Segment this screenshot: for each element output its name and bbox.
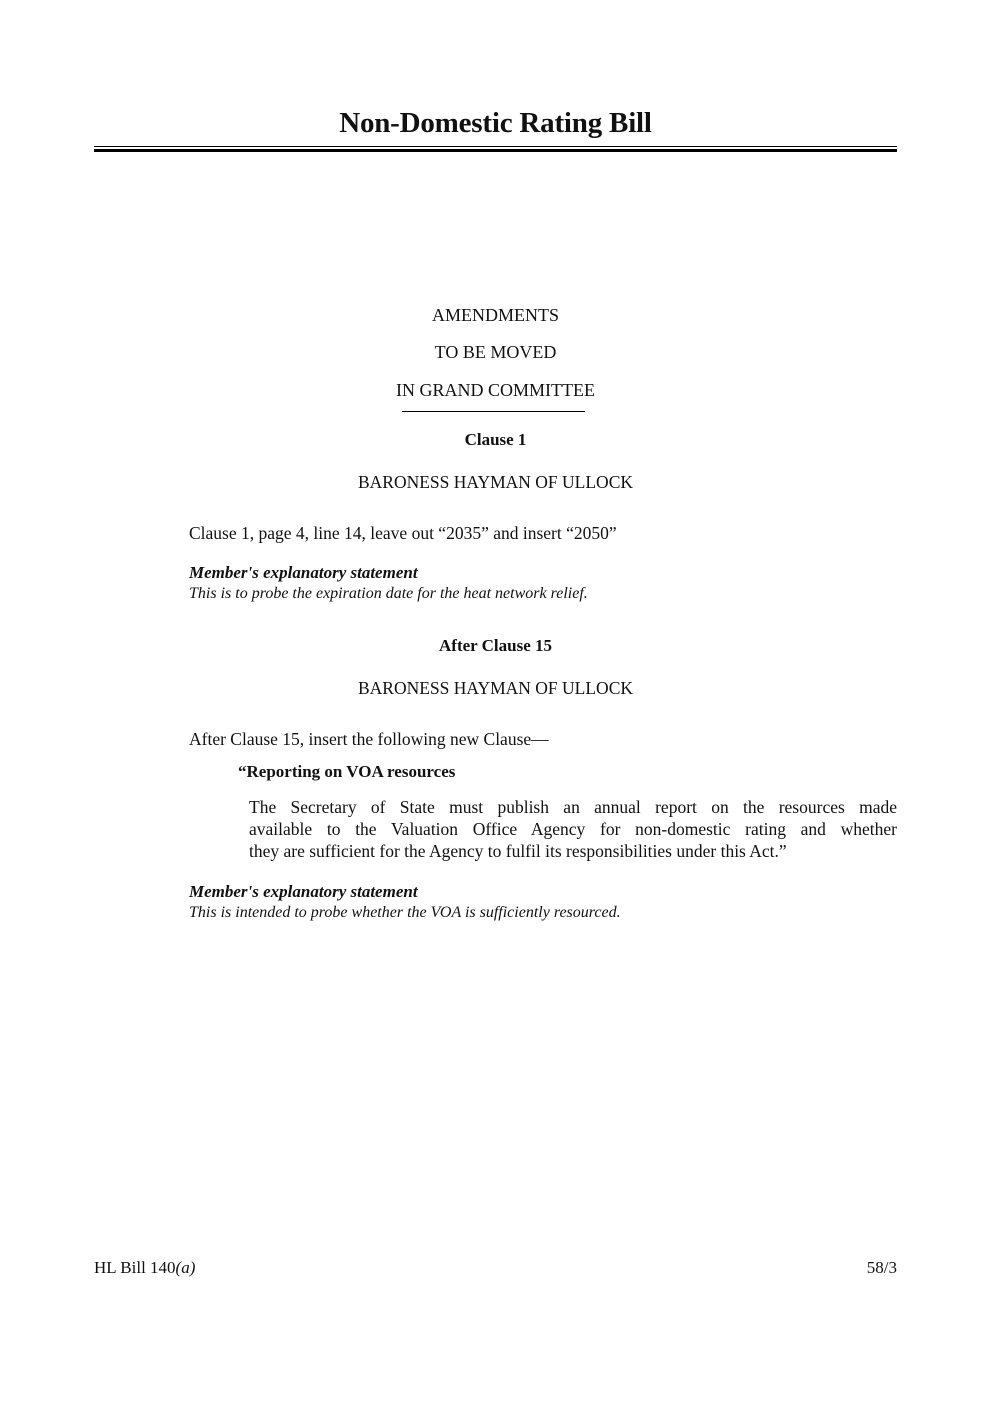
bill-suffix: (a)	[175, 1258, 196, 1277]
new-clause-line: available to the Valuation Office Agency for non-domestic rating and whether	[249, 819, 897, 839]
explanatory-statement-text: This is intended to probe whether the VOA is sufficiently resourced.	[189, 904, 621, 921]
document-title: Non-Domestic Rating Bill	[339, 107, 652, 139]
footer-bill-reference	[94, 1258, 195, 1278]
title-rule-thick	[94, 149, 897, 152]
title-rule-thin	[94, 146, 897, 147]
new-clause-line: they are sufficient for the Agency to fulfil its responsibilities under this Act.”	[249, 841, 787, 861]
heading-rule	[402, 411, 585, 412]
clause-heading: After Clause 15	[439, 636, 552, 655]
footer-page-reference: 58/3	[866, 1258, 897, 1277]
heading-line-amendments: AMENDMENTS	[431, 305, 559, 325]
explanatory-statement-label: Member's explanatory statement	[189, 882, 418, 901]
member-name: BARONESS HAYMAN OF ULLOCK	[357, 678, 634, 698]
explanatory-statement-text: This is to probe the expiration date for the heat network relief.	[189, 585, 588, 602]
amendment-text: After Clause 15, insert the following new Clause—	[189, 729, 549, 749]
heading-line-grand-committee: IN GRAND COMMITTEE	[396, 380, 595, 400]
bill-ref: HL Bill 140	[94, 1258, 176, 1277]
clause-heading: Clause 1	[464, 430, 527, 449]
new-clause-line: The Secretary of State must publish an annual report on the resources made	[249, 797, 897, 817]
amendment-text: Clause 1, page 4, line 14, leave out “2035” and insert “2050”	[189, 523, 617, 543]
member-name: BARONESS HAYMAN OF ULLOCK	[357, 472, 634, 492]
explanatory-statement-label: Member's explanatory statement	[189, 563, 418, 582]
new-clause-title: “Reporting on VOA resources	[238, 762, 456, 781]
heading-line-to-be-moved: TO BE MOVED	[434, 342, 557, 362]
